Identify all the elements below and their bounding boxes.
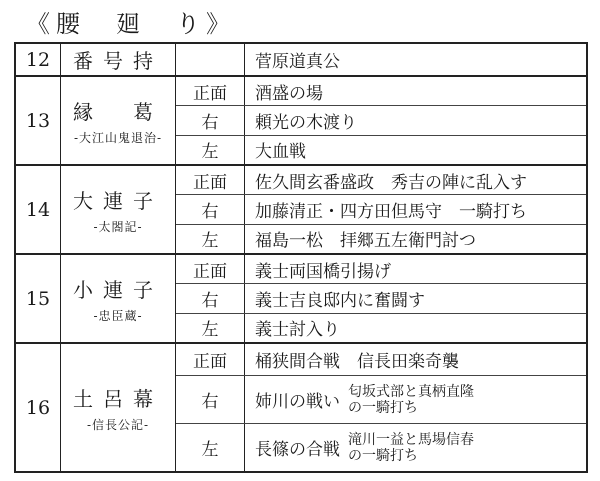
scene-note [348,384,474,416]
table-row [176,44,586,75]
scene-text: 菅原道真公 [255,52,340,72]
float-name-cell [61,166,176,253]
position-label: 正面 [176,77,245,105]
float-subtitle: -信長公記- [86,417,150,432]
scene-description [245,376,586,423]
scene-text: 佐久間玄番盛政 秀吉の陣に乱入す [255,172,527,193]
scene-text: 酒盛の場 [255,83,323,104]
table-row [176,376,586,424]
float-name: 縁 葛 [73,99,163,124]
position-label: 右 [176,284,245,312]
position-label: 右 [176,106,245,134]
scene-description [245,255,586,283]
position-label: 正面 [176,255,245,283]
group-number: 15 [16,255,61,342]
page-title: 《腰 廻 り》 [26,10,236,38]
scene-note-line: 滝川一益と馬場信春 [348,431,474,448]
scene-text: 頼光の木渡り [255,112,357,133]
scene-text: 大血戦 [255,142,306,163]
scene-text: 義士吉良邸内に奮闘す [255,290,425,311]
table-group-13 [16,77,586,166]
float-name: 土呂幕 [73,386,163,411]
float-subtitle: -忠臣蔵- [93,308,143,323]
float-name-cell [61,255,176,342]
scene-text: 加藤清正・四方田但馬守 一騎打ち [255,201,527,222]
scene-description [245,44,586,75]
float-name: 大連子 [73,188,163,213]
group-number: 13 [16,77,61,164]
position-label: 左 [176,136,245,164]
table-group-15 [16,255,586,344]
table-row [176,195,586,224]
float-name-cell [61,77,176,164]
float-name: 番号持 [73,49,163,73]
position-label: 右 [176,376,245,423]
group-rows [176,77,586,164]
position-label: 左 [176,314,245,342]
position-label: 左 [176,424,245,471]
float-name-cell [61,44,176,75]
scene-description [245,314,586,342]
scene-text: 義士討入り [255,320,340,341]
scene-text: 姉川の戦い [255,392,340,412]
group-number: 14 [16,166,61,253]
scene-text: 桶狭間合戦 信長田楽奇襲 [255,352,459,372]
group-rows [176,44,586,75]
scene-text: 義士両国橋引揚げ [255,261,391,282]
group-rows [176,255,586,342]
float-table [14,42,588,473]
scene-description [245,136,586,164]
table-row [176,424,586,471]
float-name-cell [61,344,176,471]
table-group-16 [16,344,586,471]
scene-description [245,77,586,105]
table-row [176,255,586,284]
group-rows [176,344,586,471]
scene-description [245,106,586,134]
table-row [176,77,586,106]
scene-description [245,344,586,375]
scene-text: 福島一松 拝郷五左衛門討つ [255,231,476,252]
group-rows [176,166,586,253]
table-row [176,106,586,135]
float-subtitle: -太閤記- [93,219,143,234]
table-row [176,344,586,376]
scene-description [245,195,586,223]
table-row [176,314,586,342]
table-row [176,284,586,313]
group-number: 16 [16,344,61,471]
scene-text: 長篠の合戦 [255,440,340,460]
scene-description [245,424,586,471]
table-group-12 [16,44,586,77]
position-label [176,44,245,75]
scene-note-line: の一騎打ち [348,447,418,464]
float-name: 小連子 [73,277,163,302]
table-group-14 [16,166,586,255]
scene-description [245,166,586,194]
table-row [176,136,586,164]
position-label: 正面 [176,166,245,194]
position-label: 左 [176,225,245,253]
scene-note-line: の一騎打ち [348,399,418,416]
scene-description [245,284,586,312]
position-label: 右 [176,195,245,223]
float-subtitle: -大江山鬼退治- [73,130,163,145]
table-row [176,166,586,195]
scene-note-line: 匂坂式部と真柄直隆 [348,383,474,400]
table-row [176,225,586,253]
position-label: 正面 [176,344,245,375]
scene-description [245,225,586,253]
scene-note [348,432,474,464]
group-number: 12 [16,44,61,75]
